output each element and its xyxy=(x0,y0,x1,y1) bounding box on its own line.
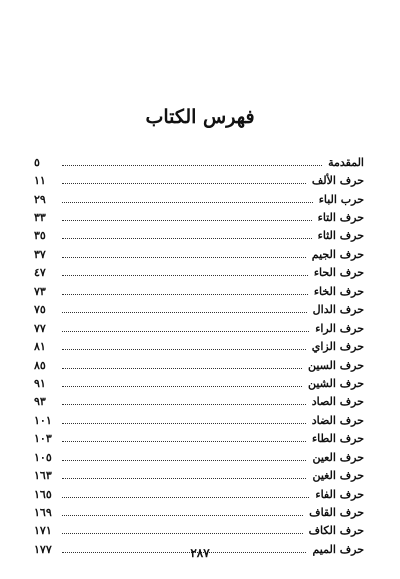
toc-entry xyxy=(34,227,364,245)
dot-leader xyxy=(62,497,309,498)
dot-leader xyxy=(62,404,306,405)
dot-leader xyxy=(62,386,302,387)
toc-entry-page: ٨١ xyxy=(34,340,46,354)
toc-entry-label: حرف الشين xyxy=(307,376,364,390)
toc-entry xyxy=(34,430,364,448)
toc-entry-label: حرف الفاء xyxy=(315,487,364,501)
toc-entry-label: حرف الغين xyxy=(312,469,364,483)
toc-entry-label: حرف الثاء xyxy=(317,229,364,243)
page-number: ٢٨٧ xyxy=(190,546,210,560)
toc-entry-label: حرف القاف xyxy=(309,506,364,520)
dot-leader xyxy=(62,165,322,166)
toc-entry xyxy=(34,171,364,189)
toc-entry-label: حرف الجيم xyxy=(311,247,364,261)
dot-leader xyxy=(62,533,303,534)
toc-entry-label: المقدمة xyxy=(328,155,364,169)
toc-entry-page: ١٦٥ xyxy=(34,487,52,501)
toc-entry xyxy=(34,448,364,466)
toc-entry-page: ٣٧ xyxy=(34,247,46,261)
dot-leader xyxy=(62,257,306,258)
toc-entry-label: حرف السين xyxy=(307,358,364,372)
toc-entry xyxy=(34,282,364,300)
toc-entry-page: ٣٥ xyxy=(34,229,46,243)
toc-entry-label: حرف الصاد xyxy=(311,395,364,409)
toc-entry xyxy=(34,245,364,263)
toc-entry-label: حرف الدال xyxy=(312,303,364,317)
dot-leader xyxy=(62,275,308,276)
dot-leader xyxy=(62,312,307,313)
toc-entry-label: حرف الخاء xyxy=(313,284,364,298)
toc-entry-label: حرف الميم xyxy=(312,542,364,556)
toc-entry xyxy=(34,393,364,411)
toc-entry xyxy=(34,301,364,319)
page-title: فهرس الكتاب xyxy=(145,106,255,128)
toc-entry-page: ١١ xyxy=(34,174,46,188)
toc-entry-label: حرف العين xyxy=(312,450,364,464)
dot-leader xyxy=(62,294,308,295)
toc-entry-page: ١٧١ xyxy=(34,524,52,538)
toc-entry-page: ١٠٥ xyxy=(34,450,52,464)
toc-entry-label: حرف التاء xyxy=(317,211,364,225)
toc-entry-label: حرف الراء xyxy=(315,321,364,335)
toc-entry xyxy=(34,337,364,355)
dot-leader xyxy=(62,331,309,332)
toc-entry-page: ١٦٩ xyxy=(34,506,52,520)
toc-entry xyxy=(34,153,364,171)
toc-entry-label: حرف الطاء xyxy=(311,432,364,446)
toc-entry-page: ٧٧ xyxy=(34,321,46,335)
toc-entry-page: ١٠١ xyxy=(34,413,52,427)
toc-entry xyxy=(34,411,364,429)
toc-entry xyxy=(34,522,364,540)
dot-leader xyxy=(62,423,306,424)
toc-entry-label: حرف الضاد xyxy=(311,413,364,427)
toc-entry-label: حرف الزاي xyxy=(311,340,364,354)
dot-leader xyxy=(62,515,303,516)
table-of-contents xyxy=(34,153,364,559)
dot-leader xyxy=(62,460,306,461)
toc-entry-label: حرف الحاء xyxy=(313,266,364,280)
dot-leader xyxy=(62,238,312,239)
toc-entry-page: ٩٣ xyxy=(34,395,46,409)
dot-leader xyxy=(62,183,306,184)
toc-entry xyxy=(34,374,364,392)
dot-leader xyxy=(62,220,312,221)
toc-entry xyxy=(34,466,364,484)
toc-entry-page: ١٧٧ xyxy=(34,542,52,556)
dot-leader xyxy=(62,368,302,369)
toc-entry xyxy=(34,264,364,282)
dot-leader xyxy=(62,478,306,479)
toc-entry-page: ١٦٣ xyxy=(34,469,52,483)
toc-entry-label: حرف الكاف xyxy=(308,524,364,538)
toc-entry-page: ٧٣ xyxy=(34,284,46,298)
toc-entry xyxy=(34,319,364,337)
toc-entry-page: ٧٥ xyxy=(34,303,46,317)
dot-leader xyxy=(62,202,313,203)
toc-entry xyxy=(34,485,364,503)
toc-entry xyxy=(34,190,364,208)
dot-leader xyxy=(62,441,306,442)
toc-entry-page: ٨٥ xyxy=(34,358,46,372)
toc-entry xyxy=(34,208,364,226)
toc-entry-page: ٤٧ xyxy=(34,266,46,280)
toc-entry xyxy=(34,356,364,374)
dot-leader xyxy=(62,349,306,350)
toc-entry-page: ٢٩ xyxy=(34,192,46,206)
toc-entry-page: ٣٣ xyxy=(34,211,46,225)
toc-entry xyxy=(34,503,364,521)
toc-entry-page: ١٠٣ xyxy=(34,432,52,446)
toc-entry-page: ٩١ xyxy=(34,376,46,390)
toc-entry-label: حرب الباء xyxy=(318,192,364,206)
toc-entry-page: ٥ xyxy=(34,155,40,169)
toc-entry-label: حرف الألف xyxy=(311,174,364,188)
